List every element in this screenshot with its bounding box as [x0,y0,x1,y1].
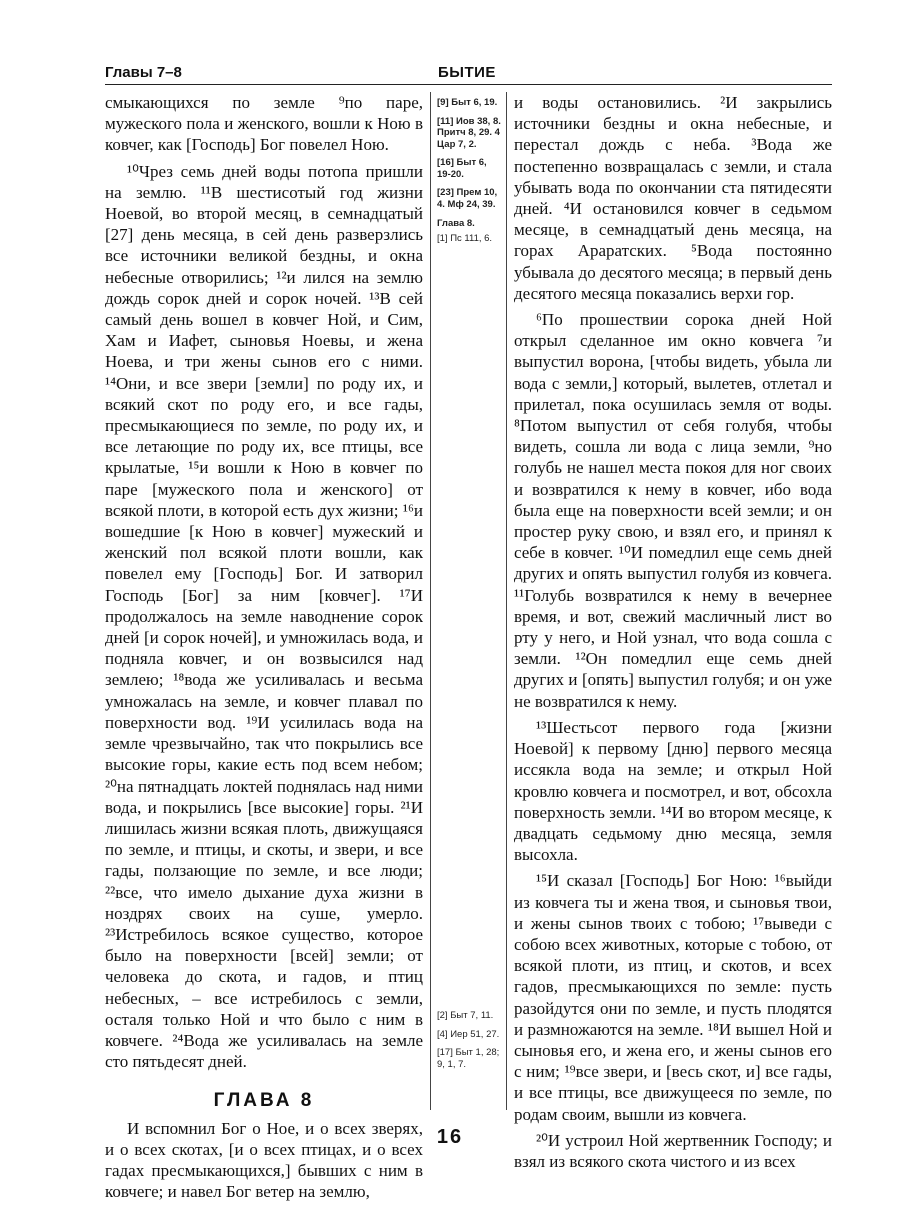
column-divider-left [430,92,431,1110]
cross-reference: [4] Иер 51, 27. [437,1028,500,1040]
paragraph: И вспомнил Бог о Ное, и о всех зверях, и о всех скотах, [и о всех птицах, и о всех гадах пресмыкающихся,] бывших с ним в ковчеге; и навел Бог ветер на землю, [105,1118,423,1202]
chapter-heading: ГЛАВА 8 [213,1090,315,1112]
column-divider-right [506,92,507,1110]
paragraph: смыкающихся по земле ⁹по паре, мужеского пола и женского, вошли к Ною в ковчег, как [Господь] Бог повелел Ною. [105,93,423,155]
paragraph: и воды остановились. ²И закрылись источники бездны и окна небесные, и перестал дождь с неба. ³Вода же постепенно возвращалась с земли, и стала убывать вода по окончании ста пятидесяти дней. ⁴И остановился ковчег в седьмом месяце, в семнадцатый день месяца, на горах Араратских. ⁵Вода постоянно убывала до десятого месяца; в первый день десятого месяца показались верхи гор. [514,93,832,303]
cross-reference-chapter-label: Глава 8. [437,218,475,229]
running-head-book-title: БЫТИЕ [438,64,496,81]
left-text-column [105,92,423,1202]
paragraph: ¹⁵И сказал [Господь] Бог Ною: ¹⁶выйди из ковчега ты и жена твоя, и сыновья твои, и жены сынов твоих с тобою; ¹⁷выведи с собою всех животных, которые с тобою, от всякой плоти, из птиц, и скотов, и всех гадов, пресмыкающихся по земле: пусть разойдутся они по земле, и пусть плодятся и размножаются на земле. ¹⁸И вышел Ной и сыновья его, и жена его, и жены сынов его с ним; ¹⁹все звери, и [весь скот, и] все гады, и все птицы, все движущееся по земле, по родам своим, вышли из ковчега. [514,871,832,1124]
cross-reference: [16] Быт 6, 19-20. [437,157,487,180]
running-head-chapters: Главы 7–8 [105,64,182,81]
cross-reference: [23] Прем 10, 4. Мф 24, 39. [437,187,498,210]
cross-reference: [9] Быт 6, 19. [437,97,498,108]
paragraph: ⁶По прошествии сорока дней Ной открыл сделанное им окно ковчега ⁷и выпустил ворона, [чтобы видеть, убыла ли вода с земли,] который, вылетев, отлетал и прилетал, пока осушилась земля от воды. ⁸Потом выпустил от себя голубя, чтобы видеть, сошла ли вода с лица земли, ⁹но голубь не нашел места покоя для ног своих и возвратился к нему в ковчег, ибо вода была еще на поверхности всей земли; и он простер руку свою, и взял его, и принял к себе в ковчег. ¹⁰И помедлил еще семь дней других и опять выпустил голубя из ковчега. ¹¹Голубь возвратился к нему в вечернее время, и вот, свежий масличный лист во рту у него, и Ной узнал, что вода сошла с земли. ¹²Он помедлил еще семь дней других и [опять] выпустил голубя; и он уже не возвратился к нему. [514,310,832,711]
cross-reference: [1] Пс 111, 6. [437,232,493,244]
paragraph: ¹³Шестьсот первого года [жизни Ноевой] к первому [дню] первого месяца иссякла вода на земле; и открыл Ной кровлю ковчега и посмотрел, и вот, обсохла поверхность земли. ¹⁴И во втором месяце, к двадцать седьмому дню месяца, земля высохла. [514,717,832,865]
paragraph: ¹⁰Чрез семь дней воды потопа пришли на землю. ¹¹В шестисотый год жизни Ноевой, во второй месяц, в семнадцатый [27] день месяца, в сей день разверзлись все источники великой бездны, и окна небесные отворились; ¹²и лился на землю дождь сорок дней и сорок ночей. ¹³В сей самый день вошел в ковчег Ной, и Сим, Хам и Иафет, сыновья Ноевы, и жена Ноева, и три жены сынов его с ними. ¹⁴Они, и все звери [земли] по роду их, и всякий скот по роду его, и все гады, пресмыкающиеся по земле, по роду их, и все летающие по роду их, все птицы, все крылатые, ¹⁵и вошли к Ною в ковчег по паре [мужеского пола и женского] от всякой плоти, в которой есть дух жизни; ¹⁶и вошедшие [к Ною в ковчег] мужеский и женский пол всякой плоти вошли, как повелел ему [Господь] Бог. И затворил Господь [Бог] за ним [ковчег]. ¹⁷И продолжалось на земле наводнение сорок дней [и сорок ночей], и умножилась вода, и подняла ковчег, и он возвысился над землею; ¹⁸вода же усиливалась и весьма умножалась на земле, и ковчег плавал по поверхности вод. ¹⁹И усилилась вода на земле чрезвычайно, так что покрылись все высокие горы, какие есть под всем небом; ²⁰на пятнадцать локтей поднялась над ними вода, и покрылись [все высокие] горы. ²¹И лишилась жизни всякая плоть, движущаяся по земле, и птицы, и скоты, и звери, и все гады, ползающие по земле, и все люди; ²²все, что имело дыхание духа жизни в ноздрях своих на суше, умерло. ²³Истребилось всякое существо, которое было на поверхности [всей] земли; от человека до скота, и гадов, и птиц небесных, – все истребилось с земли, осталя только Ной и что было с ним в ковчеге. ²⁴Вода же усиливалась на земле сто пятьдесят дней. [105,161,423,1072]
page-number: 16 [436,1126,464,1148]
cross-reference: [17] Быт 1, 28; 9, 1, 7. [437,1047,500,1070]
right-text-column [514,92,832,1172]
cross-references-bottom [437,1010,501,1077]
header-rule [105,84,832,85]
cross-reference: [2] Быт 7, 11. [437,1010,494,1021]
paragraph: ²⁰И устроил Ной жертвенник Господу; и взял из всякого скота чистого и из всех [514,1130,832,1171]
cross-references-top [437,97,501,251]
cross-reference: [11] Иов 38, 8. Притч 8, 29. 4 Цар 7, 2. [437,115,501,150]
